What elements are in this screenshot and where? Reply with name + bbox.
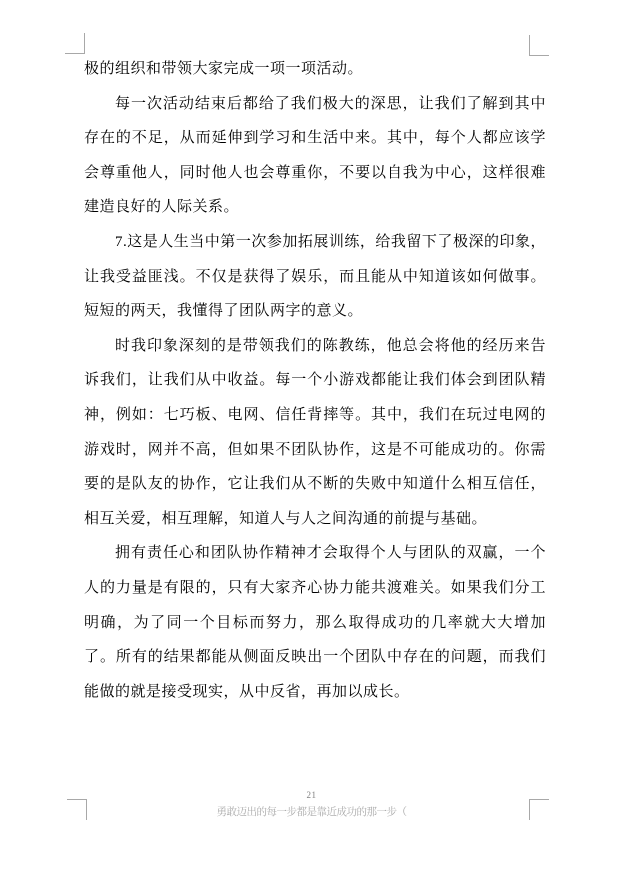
paragraph: 每一次活动结束后都给了我们极大的深思，让我们了解到其中存在的不足，从而延伸到学习和生活中来。其中，每个人都应该学会尊重他人，同时他人也会尊重你，不要以自我为中心，这样很难建造良好的人际关系。 bbox=[84, 95, 546, 216]
page-number: 21 bbox=[306, 790, 317, 800]
paragraph: 极的组织和带领大家完成一项一项活动。 bbox=[84, 61, 364, 77]
footer-quote: 勇敢迈出的每一步都是靠近成功的那一步（ bbox=[216, 807, 407, 818]
paragraph: 时我印象深刻的是带领我们的陈教练，他总会将他的经历来告诉我们，让我们从中收益。每一个小游戏都能让我们体会到团队精神，例如：七巧板、电网、信任背摔等。其中，我们在玩过电网的游戏时，网并不高，但如果不团队协作，这是不可能成功的。你需要的是队友的协作，它让我们从不断的失败中知道什么相互信任，相互关爱，相互理解，知道人与人之间沟通的前提与基础。 bbox=[84, 337, 546, 527]
text-boundary-mark-top-left bbox=[65, 33, 85, 54]
document-body bbox=[84, 52, 546, 709]
paragraph: 7.这是人生当中第一次参加拓展训练，给我留下了极深的印象，让我受益匪浅。不仅是获得了娱乐，而且能从中知道该如何做事。短短的两天，我懂得了团队两字的意义。 bbox=[84, 233, 546, 320]
paragraph: 拥有责任心和团队协作精神才会取得个人与团队的双赢，一个人的力量是有限的，只有大家齐心协力能共渡难关。如果我们分工明确，为了同一个目标而努力，那么取得成功的几率就大大增加了。所有的结果都能从侧面反映出一个团队中存在的问题，而我们能做的就是接受现实，从中反省，再加以成长。 bbox=[84, 545, 546, 700]
